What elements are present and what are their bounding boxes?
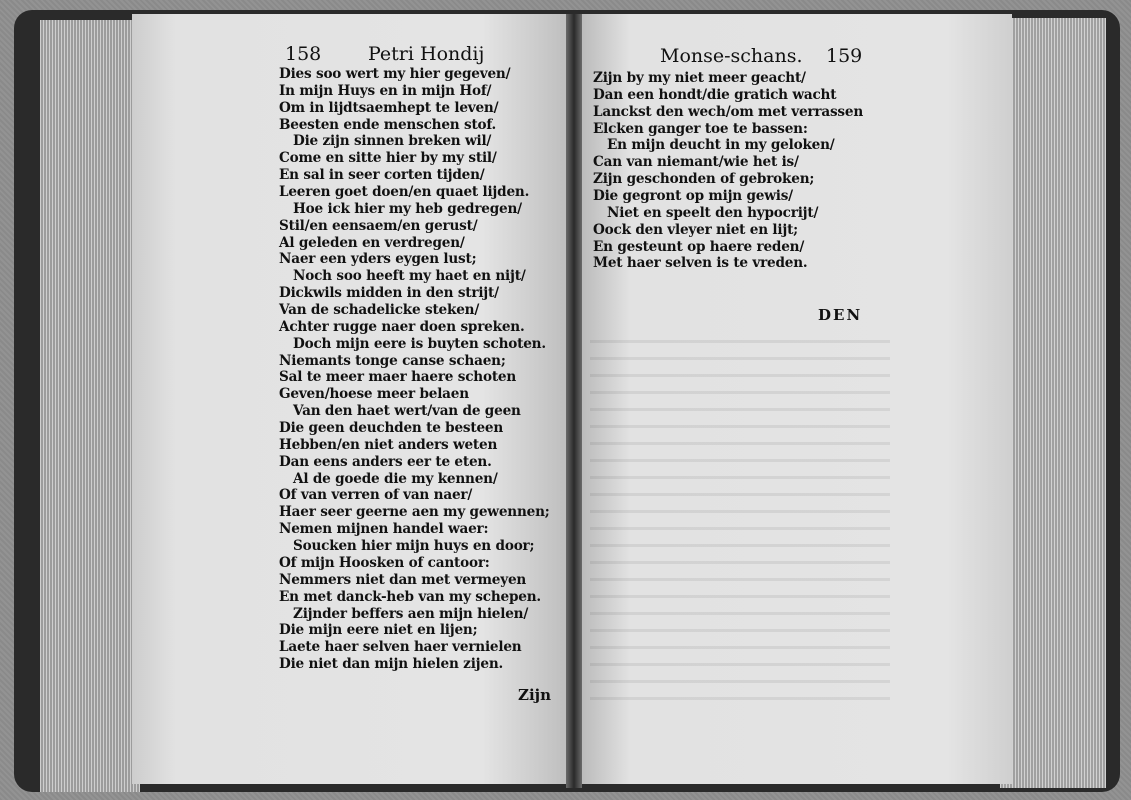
verse-line: Zijn geschonden of gebroken; <box>593 171 815 188</box>
right-running-head: Monse-schans. <box>660 45 803 67</box>
verse-line: Oock den vleyer niet en lijt; <box>593 221 798 238</box>
verse-line: Of mijn Hoosken of cantoor: <box>279 554 490 571</box>
verse-line: Geven/hoese meer belaen <box>279 386 469 403</box>
verse-line: Leeren goet doen/en quaet lijden. <box>279 184 530 201</box>
verse-line: Die niet dan mijn hielen zijen. <box>279 656 504 673</box>
left-verse-block <box>279 66 550 673</box>
verse-line: Nemen mijnen handel waer: <box>279 521 489 538</box>
verse-line: In mijn Huys en in mijn Hof/ <box>279 82 492 99</box>
right-catchword: DEN <box>818 306 863 324</box>
left-page-number: 158 <box>285 43 322 65</box>
right-page-number: 159 <box>826 45 863 67</box>
book-gutter <box>566 14 582 788</box>
verse-line: Laete haer selven haer vernielen <box>279 639 522 656</box>
verse-line: Hebben/en niet anders weten <box>279 436 498 453</box>
verse-line: Die zijn sinnen breken wil/ <box>293 133 492 150</box>
verse-line: Of van verren of van naer/ <box>279 487 473 504</box>
verse-line: Zijnder beffers aen mijn hielen/ <box>293 605 529 622</box>
verse-line: Beesten ende menschen stof. <box>279 116 497 133</box>
verse-line: Dickwils midden in den strijt/ <box>279 285 499 302</box>
verse-line: Niet en speelt den hypocrijt/ <box>607 204 819 221</box>
verse-line: Al de goede die my kennen/ <box>293 470 498 487</box>
verse-line: En met danck-heb van my schepen. <box>279 588 541 605</box>
verse-line: Dan eens anders eer te eten. <box>279 453 492 470</box>
left-page-edges <box>40 20 140 792</box>
verse-line: Achter rugge naer doen spreken. <box>279 318 525 335</box>
verse-line: Die geen deuchden te besteen <box>279 420 504 437</box>
verse-line: Die mijn eere niet en lijen; <box>279 622 478 639</box>
verse-line: Nemmers niet dan met vermeyen <box>279 571 527 588</box>
verse-line: Noch soo heeft my haet en nijt/ <box>293 268 526 285</box>
verse-line: En gesteunt op haere reden/ <box>593 238 805 255</box>
verse-line: Dan een hondt/die gratich wacht <box>593 86 837 103</box>
verse-line: Die gegront op mijn gewis/ <box>593 188 793 205</box>
verse-line: Dies soo wert my hier gegeven/ <box>279 66 511 82</box>
verse-line: Sal te meer maer haere schoten <box>279 369 517 386</box>
verse-line: Zijn by my niet meer geacht/ <box>593 70 806 86</box>
verse-line: Met haer selven is te vreden. <box>593 255 808 272</box>
right-verse-block <box>593 70 863 272</box>
verse-line: En sal in seer corten tijden/ <box>279 167 485 184</box>
verse-line: Come en sitte hier by my stil/ <box>279 150 497 167</box>
verse-line: Al geleden en verdregen/ <box>279 234 465 251</box>
right-page-edges <box>1000 18 1106 788</box>
verse-line: Haer seer geerne aen my gewennen; <box>279 504 550 521</box>
bleed-through-text <box>590 340 890 700</box>
verse-line: En mijn deucht in my geloken/ <box>607 137 835 154</box>
verse-line: Van de schadelicke steken/ <box>279 302 480 319</box>
verse-line: Naer een yders eygen lust; <box>279 251 477 268</box>
verse-line: Elcken ganger toe te bassen: <box>593 120 808 137</box>
left-running-head: Petri Hondij <box>368 43 485 65</box>
verse-line: Soucken hier mijn huys en door; <box>293 538 535 555</box>
verse-line: Stil/en eensaem/en gerust/ <box>279 217 478 234</box>
verse-line: Can van niemant/wie het is/ <box>593 154 799 171</box>
verse-line: Lanckst den wech/om met verrassen <box>593 103 864 120</box>
verse-line: Om in lijdtsaemhept te leven/ <box>279 99 499 116</box>
verse-line: Niemants tonge canse schaen; <box>279 352 506 369</box>
verse-line: Van den haet wert/van de geen <box>293 403 521 420</box>
verse-line: Hoe ick hier my heb gedregen/ <box>293 200 522 217</box>
left-catchword: Zijn <box>518 686 551 704</box>
verse-line: Doch mijn eere is buyten schoten. <box>293 335 546 352</box>
